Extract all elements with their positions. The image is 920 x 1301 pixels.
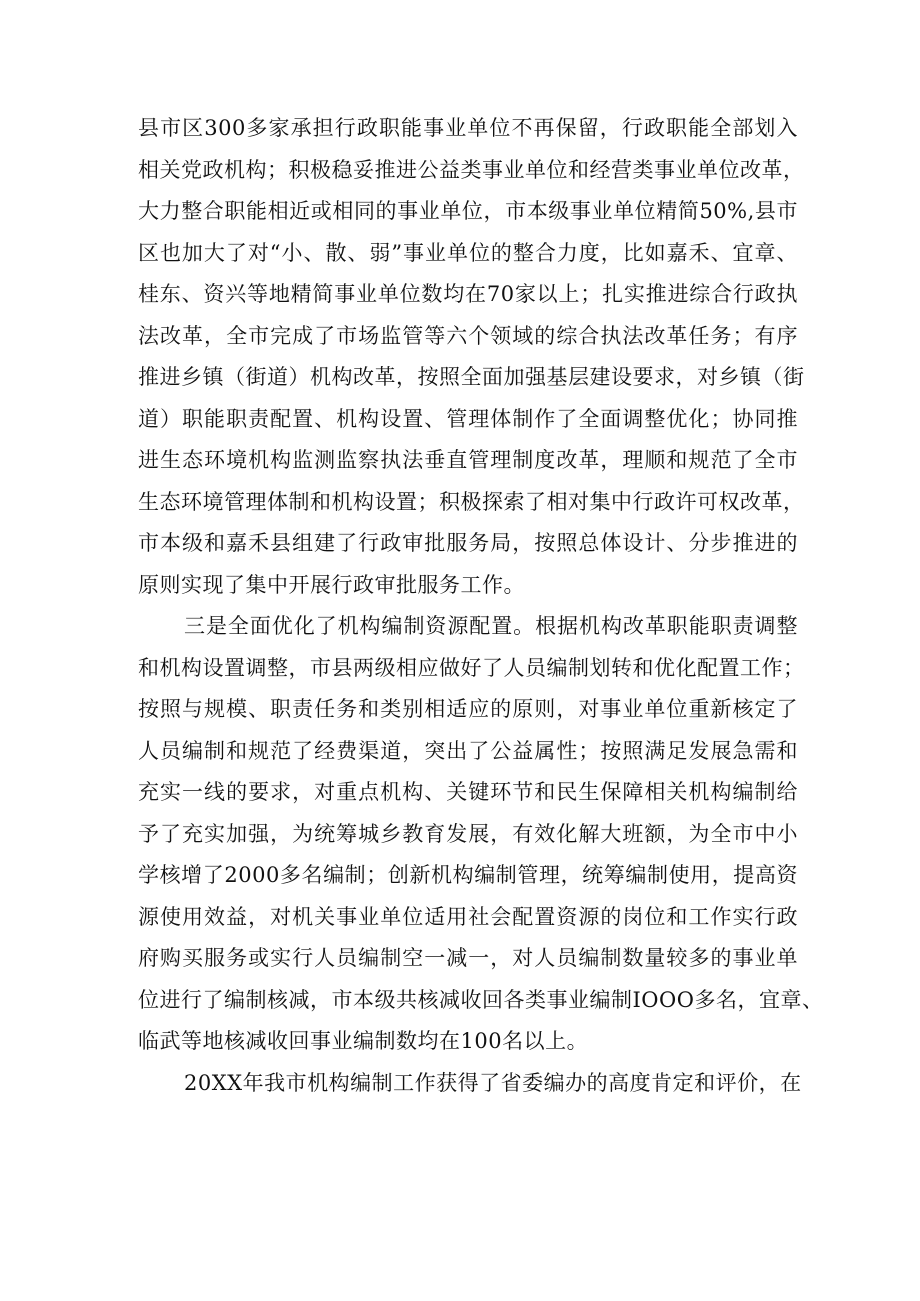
paragraph-2-line-5: 充实一线的要求，对重点机构、关键环节和民生保障相关机构编制给 [138,780,798,804]
body-text [138,108,824,1104]
paragraph-2-line-7: 学核增了2000多名编制；创新机构编制管理，统筹编制使用，提高资 [138,863,798,887]
paragraph-1-line-1: 县市区300多家承担行政职能事业单位不再保留，行政职能全部划入 [138,116,798,140]
paragraph-1-line-7: 推进乡镇（街道）机构改革，按照全面加强基层建设要求，对乡镇（街 [138,365,805,389]
paragraph-2-line-1: 三是全面优化了机构编制资源配置。根据机构改革职能职责调整 [184,614,798,638]
paragraph-2-line-4: 人员编制和规范了经费渠道，突出了公益属性；按照满足发展急需和 [138,738,798,763]
paragraph-1-line-9: 进生态环境机构监测监察执法垂直管理制度改革，理顺和规范了全市 [138,448,798,472]
paragraph-1-line-4: 区也加大了对“小、散、弱”事业单位的整合力度，比如嘉禾、宜章、 [138,240,798,265]
paragraph-2-line-8: 源使用效益，对机关事业单位适用社会配置资源的岗位和工作实行政 [138,904,798,929]
paragraph-2-line-9: 府购买服务或实行人员编制空一减一，对人员编制数量较多的事业单 [138,946,798,970]
paragraph-1-line-3: 大力整合职能相近或相同的事业单位，市本级事业单位精简50%,县市 [138,199,798,223]
paragraph-3-line-1: 20XX年我市机构编制工作获得了省委编办的高度肯定和评价，在 [184,1070,802,1095]
paragraph-1-line-11: 市本级和嘉禾县组建了行政审批服务局，按照总体设计、分步推进的 [138,531,798,555]
paragraph-1-line-2: 相关党政机构；积极稳妥推进公益类事业单位和经营类事业单位改革， [138,157,805,182]
paragraph-1-line-8: 道）职能职责配置、机构设置、管理体制作了全面调整优化；协同推 [138,406,798,431]
paragraph-2-line-6: 予了充实加强，为统筹城乡教育发展，有效化解大班额，为全市中小 [138,821,798,846]
paragraph-2-line-3: 按照与规模、职责任务和类别相适应的原则，对事业单位重新核定了 [138,697,798,721]
paragraph-2-line-2: 和机构设置调整，市县两级相应做好了人员编制划转和优化配置工作； [138,655,805,680]
paragraph-1-line-5: 桂东、资兴等地精简事业单位数均在70家以上；扎实推进综合行政执 [138,282,798,306]
paragraph-1-line-12: 原则实现了集中开展行政审批服务工作。 [138,572,525,597]
paragraph-2-line-10: 位进行了编制核减，市本级共核减收回各类事业编制IOOO多名，宜章、 [138,987,824,1012]
paragraph-1-line-10: 生态环境管理体制和机构设置；积极探索了相对集中行政许可权改革， [138,489,805,514]
paragraph-2-line-11: 临武等地核减收回事业编制数均在100名以上。 [138,1029,589,1053]
paragraph-1-line-6: 法改革，全市完成了市场监管等六个领域的综合执法改革任务；有序 [138,323,798,348]
